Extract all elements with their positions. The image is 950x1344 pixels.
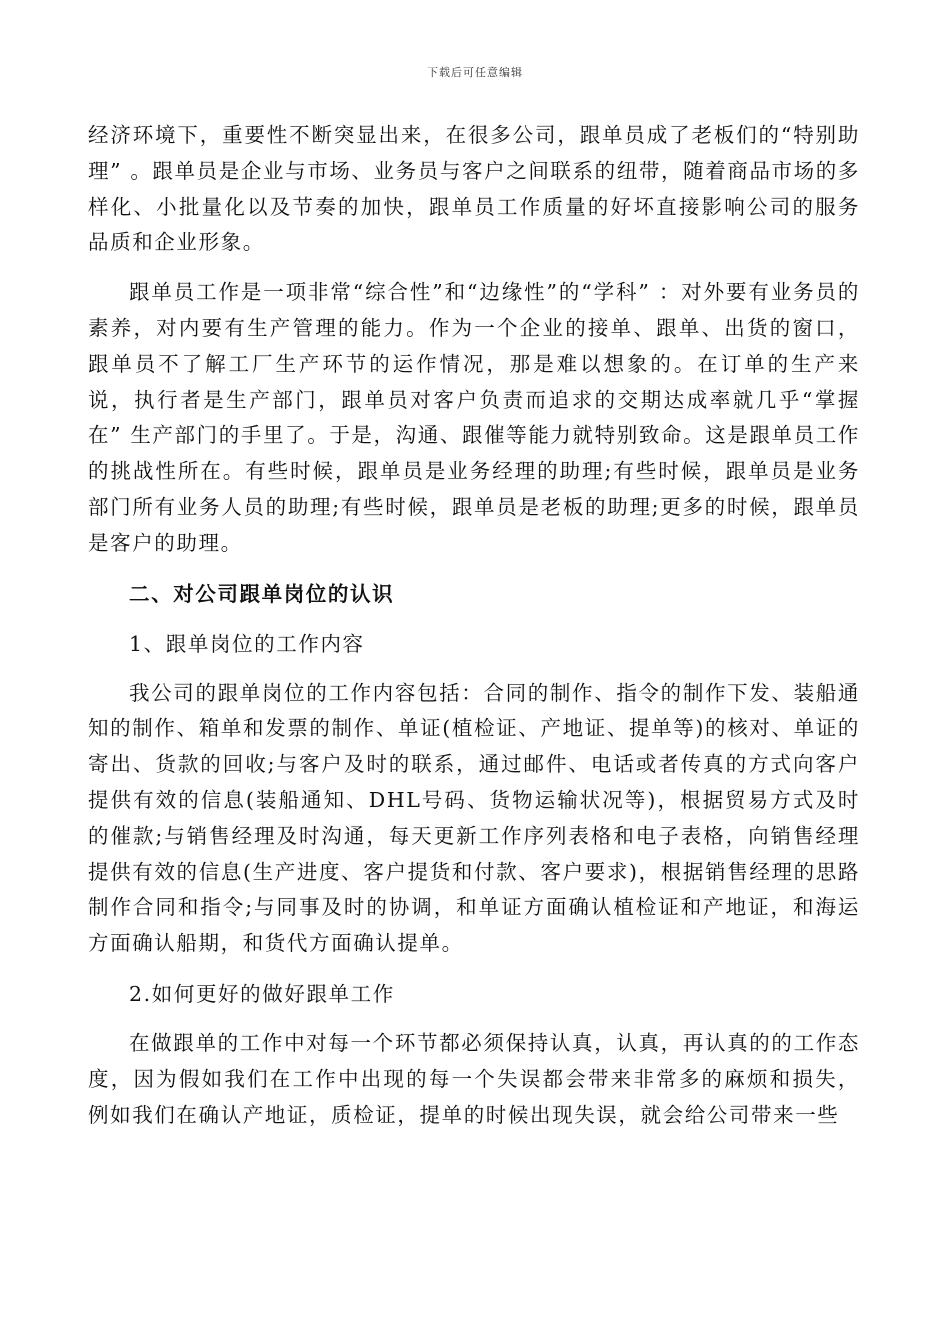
subheading-work-content: 1、跟单岗位的工作内容 [129, 631, 365, 656]
paragraph-merchandiser-role: 跟单员工作是一项非常“综合性”和“边缘性”的“学科” ：对外要有业务员的素养，对内要有生产管理的能力。作为一个企业的接单、跟单、出货的窗口，跟单员不了解工厂生产环节的运作情况，那是难以想象的。在订单的生产来说，执行者是生产部门，跟单员对客户负责而追求的交期达成率就几乎“掌握在” 生产部门的手里了。于是，沟通、跟催等能力就特别致命。这是跟单员工作的挑战性所在。有些时候，跟单员是业务经理的助理;有些时候，跟单员是业务部门所有业务人员的助理;有些时候，跟单员是老板的助理;更多的时候，跟单员是客户的助理。 [88, 280, 860, 555]
paragraph-improve: 在做跟单的工作中对每一个环节都必须保持认真，认真，再认真的的工作态度，因为假如我们在工作中出现的每一个失误都会带来非常多的麻烦和损失，例如我们在确认产地证，质检证，提单的时候出现失误，就会给公司带来一些 [88, 1030, 860, 1127]
document-body [88, 118, 860, 1133]
paragraph-continuation: 经济环境下，重要性不断突显出来，在很多公司，跟单员成了老板们的“特别助理” 。跟单员是企业与市场、业务员与客户之间联系的纽带，随着商品市场的多样化、小批量化以及节奏的加快，跟单员工作质量的好坏直接影响公司的服务品质和企业形象。 [88, 123, 860, 255]
page-header: 下载后可任意编辑 [427, 66, 523, 79]
paragraph-work-content: 我公司的跟单岗位的工作内容包括：合同的制作、指令的制作下发、装船通知的制作、箱单和发票的制作、单证(植检证、产地证、提单等)的核对、单证的寄出、货款的回收;与客户及时的联系，通过邮件、电话或者传真的方式向客户提供有效的信息(装船通知、DHL号码、货物运输状况等)，根据贸易方式及时的催款;与销售经理及时沟通，每天更新工作序列表格和电子表格，向销售经理提供有效的信息(生产进度、客户提货和付款、客户要求)，根据销售经理的思路制作合同和指令;与同事及时的协调，和单证方面确认植检证和产地证，和海运方面确认船期，和货代方面确认提单。 [88, 680, 860, 956]
subheading-how-to-improve: 2.如何更好的做好跟单工作 [129, 981, 395, 1006]
section-heading: 二、对公司跟单岗位的认识 [129, 581, 395, 606]
